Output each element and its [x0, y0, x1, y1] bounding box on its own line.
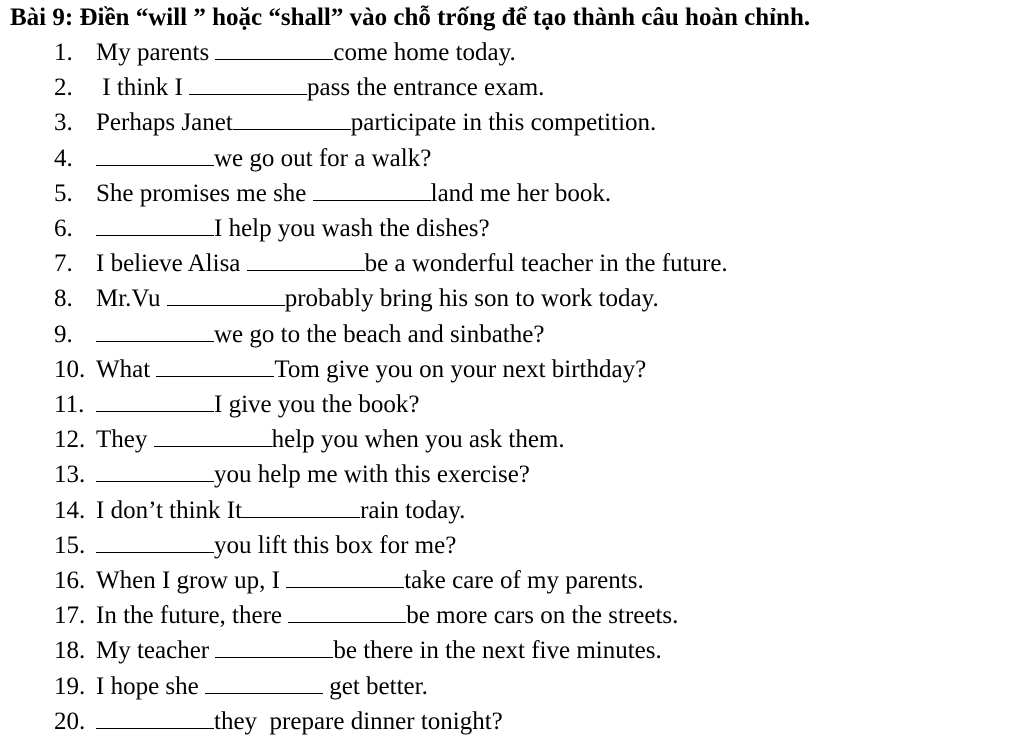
item-number: 20.: [54, 707, 86, 735]
answer-blank[interactable]: [96, 164, 214, 166]
sentence-start: When I grow up, I: [96, 567, 287, 594]
exercise-item: [54, 493, 466, 528]
item-number: 14.: [54, 496, 86, 524]
sentence-end: help you when you ask them.: [271, 426, 565, 454]
item-number: 1.: [54, 39, 73, 66]
answer-blank[interactable]: [189, 93, 307, 95]
sentence-start: Perhaps Janet: [96, 109, 233, 137]
answer-blank[interactable]: [96, 480, 214, 482]
item-sentence: [96, 528, 456, 563]
answer-blank[interactable]: [215, 656, 333, 658]
item-sentence: [96, 633, 662, 668]
sentence-start: I don’t think It: [96, 496, 243, 524]
sentence-end: rain today.: [360, 496, 466, 524]
sentence-end: land me her book.: [430, 179, 612, 207]
answer-blank[interactable]: [242, 516, 360, 518]
exercise-item: [54, 141, 432, 176]
exercise-item: [54, 211, 490, 246]
sentence-start: What: [96, 355, 157, 383]
answer-blank[interactable]: [205, 692, 323, 694]
item-sentence: [96, 493, 465, 528]
sentence-start: I believe Alisa: [96, 250, 247, 278]
exercise-item: [54, 70, 545, 105]
sentence-end: we go to the beach and sinbathe?: [214, 320, 545, 348]
sentence-end: come home today.: [333, 39, 516, 66]
item-number: 13.: [54, 461, 86, 489]
answer-blank[interactable]: [96, 410, 214, 412]
answer-blank[interactable]: [313, 199, 431, 201]
sentence-end: they prepare dinner tonight?: [214, 707, 503, 735]
item-sentence: [96, 176, 611, 211]
item-number: 9.: [54, 320, 73, 348]
sentence-end: you lift this box for me?: [214, 531, 457, 559]
sentence-end: participate in this competition.: [350, 109, 657, 137]
item-number: 19.: [54, 672, 86, 700]
answer-blank[interactable]: [96, 234, 214, 236]
answer-blank[interactable]: [96, 551, 214, 553]
sentence-end: take care of my parents.: [404, 567, 644, 594]
item-number: 4.: [54, 144, 73, 172]
sentence-end: you help me with this exercise?: [214, 461, 530, 489]
item-sentence: [96, 563, 644, 598]
item-sentence: [96, 211, 490, 246]
item-number: 11.: [54, 391, 85, 418]
item-number: 3.: [54, 109, 73, 137]
sentence-start: My parents: [96, 39, 216, 66]
exercise-item: [54, 528, 457, 563]
answer-blank[interactable]: [215, 58, 333, 60]
item-sentence: [96, 35, 516, 70]
sentence-start: My teacher: [96, 637, 216, 665]
exercise-item: [54, 457, 530, 492]
item-sentence: [96, 352, 646, 387]
exercise-item: [54, 352, 647, 387]
answer-blank[interactable]: [96, 727, 214, 729]
answer-blank[interactable]: [96, 340, 214, 342]
sentence-start: I think I: [96, 74, 190, 102]
exercise-item: [54, 704, 503, 739]
item-sentence: [96, 141, 431, 176]
answer-blank[interactable]: [286, 586, 404, 588]
sentence-end: be a wonderful teacher in the future.: [364, 250, 728, 278]
answer-blank[interactable]: [156, 375, 274, 377]
exercise-item: [54, 176, 612, 211]
sentence-end: I help you wash the dishes?: [214, 215, 490, 242]
sentence-start: In the future, there: [96, 602, 289, 630]
answer-blank[interactable]: [154, 445, 272, 447]
exercise-item: [54, 563, 644, 598]
item-sentence: [96, 704, 503, 739]
answer-blank[interactable]: [167, 304, 285, 306]
sentence-end: be there in the next five minutes.: [333, 637, 662, 665]
exercise-item: [54, 281, 659, 316]
item-sentence: [96, 70, 544, 105]
item-number: 10.: [54, 355, 86, 383]
item-sentence: [96, 387, 420, 422]
item-number: 15.: [54, 531, 86, 559]
item-number: 2.: [54, 74, 73, 102]
exercise-item: [54, 246, 728, 281]
sentence-start: I hope she: [96, 672, 205, 700]
item-sentence: [96, 598, 678, 633]
sentence-end: pass the entrance exam.: [307, 74, 545, 102]
item-number: 5.: [54, 179, 73, 207]
exercise-item: [54, 598, 679, 633]
sentence-start: Mr.Vu: [96, 285, 167, 313]
sentence-end: Tom give you on your next birthday?: [274, 355, 647, 383]
sentence-end: I give you the book?: [214, 391, 420, 418]
item-number: 6.: [54, 215, 73, 242]
item-number: 17.: [54, 602, 86, 630]
item-number: 8.: [54, 285, 73, 313]
item-sentence: [96, 281, 659, 316]
item-sentence: [96, 669, 428, 704]
exercise-item: [54, 387, 420, 422]
sentence-end: get better.: [323, 672, 428, 700]
sentence-start: They: [96, 426, 154, 454]
item-sentence: [96, 317, 544, 352]
sentence-end: probably bring his son to work today.: [284, 285, 659, 313]
exercise-item: [54, 633, 662, 668]
exercise-item: [54, 105, 657, 140]
sentence-end: we go out for a walk?: [214, 144, 432, 172]
exercise-item: [54, 317, 545, 352]
exercise-item: [54, 422, 565, 457]
answer-blank[interactable]: [233, 128, 351, 130]
item-sentence: [96, 422, 565, 457]
item-sentence: [96, 105, 656, 140]
exercise-item: [54, 669, 428, 704]
answer-blank[interactable]: [288, 621, 406, 623]
sentence-end: be more cars on the streets.: [406, 602, 679, 630]
item-number: 16.: [54, 567, 86, 594]
item-number: 18.: [54, 637, 86, 665]
item-number: 7.: [54, 250, 73, 278]
item-sentence: [96, 246, 728, 281]
exercise-title: Bài 9: Điền “will ” hoặc “shall” vào chỗ trống để tạo thành câu hoàn chỉnh.: [10, 4, 811, 31]
sentence-start: She promises me she: [96, 179, 313, 207]
answer-blank[interactable]: [247, 269, 365, 271]
item-sentence: [96, 457, 530, 492]
exercise-item: [54, 35, 516, 70]
item-number: 12.: [54, 426, 86, 454]
